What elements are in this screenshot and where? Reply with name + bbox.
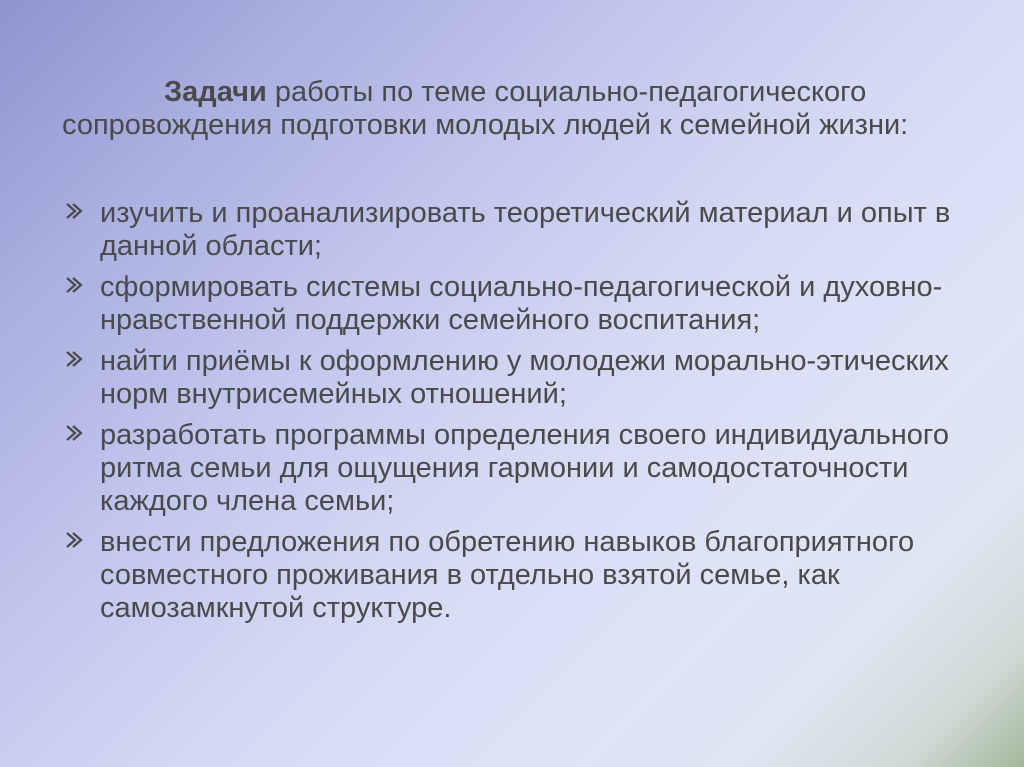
task-text: внести предложения по обретению навыков благоприятного совместного проживания в отдельно взятой семье, как самозамкнутой структуре. [100, 526, 915, 624]
task-text: найти приёмы к оформлению у молодежи морально-этических норм внутрисемейных отношений; [100, 345, 949, 410]
task-text: изучить и проанализировать теоретический материал и опыт в данной области; [100, 197, 951, 262]
chevron-arrow-bullet-icon [65, 200, 83, 222]
intro-text: работы по теме социально-педагогического сопровождения подготовки молодых людей к семейной жизни: [62, 76, 909, 141]
task-list [62, 197, 962, 625]
chevron-arrow-bullet-icon [65, 274, 83, 296]
chevron-arrow-bullet-icon [65, 529, 83, 551]
list-item [62, 419, 962, 518]
task-text: разработать программы определения своего индивидуального ритма семьи для ощущения гармонии и самодостаточности каждого члена семьи; [100, 419, 949, 517]
slide-content [62, 76, 962, 633]
list-item [62, 345, 962, 411]
list-item [62, 526, 962, 625]
list-item [62, 271, 962, 337]
intro-heading: Задачи [164, 76, 267, 108]
intro-paragraph [62, 76, 962, 142]
chevron-arrow-bullet-icon [65, 348, 83, 370]
list-item [62, 197, 962, 263]
chevron-arrow-bullet-icon [65, 422, 83, 444]
task-text: сформировать системы социально-педагогической и духовно-нравственной поддержки семейного воспитания; [100, 271, 943, 336]
